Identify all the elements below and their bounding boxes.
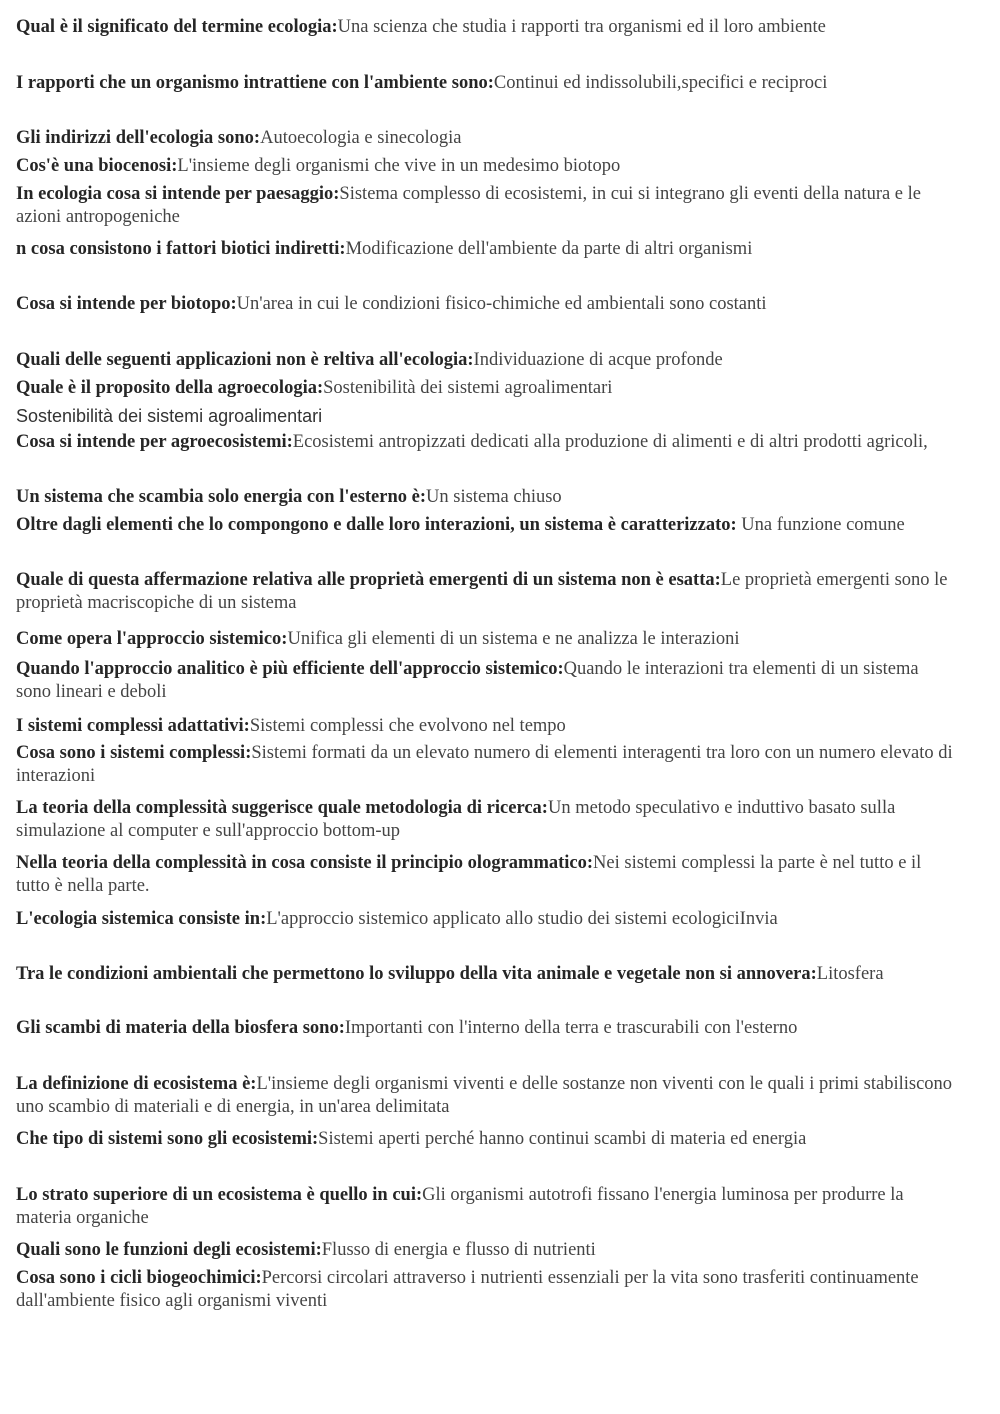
qa-item — [16, 1128, 956, 1151]
question: La definizione di ecosistema è: — [16, 1074, 257, 1094]
qa-item — [16, 293, 956, 316]
qa-item — [16, 16, 956, 39]
qa-item — [16, 349, 956, 372]
question: Che tipo di sistemi sono gli ecosistemi: — [16, 1129, 319, 1149]
answer: Le proprietà emergenti sono le proprietà macriscopiche di un sistema — [16, 570, 948, 613]
qa-item — [16, 628, 956, 651]
qa-item — [16, 1267, 956, 1312]
answer: Gli organismi autotrofi fissano l'energia luminosa per produrre la materia organiche — [16, 1185, 904, 1228]
answer: Importanti con l'interno della terra e trascurabili con l'esterno — [344, 1018, 798, 1038]
stray-line: Sostenibilità dei sistemi agroalimentari — [16, 406, 323, 426]
qa-item — [16, 431, 956, 454]
question: Oltre dagli elementi che lo compongono e dalle loro interazioni, un sistema è caratterizzato: — [16, 515, 742, 535]
answer: Un metodo speculativo e induttivo basato sulla simulazione al computer e sull'approccio bottom-up — [16, 798, 896, 841]
qa-item — [16, 715, 956, 738]
qa-item — [16, 963, 956, 986]
answer: Unifica gli elementi di un sistema e ne analizza le interazioni — [287, 629, 740, 649]
answer: Sistemi formati da un elevato numero di elementi interagenti tra loro con un numero elevato di interazioni — [16, 743, 953, 786]
question: In ecologia cosa si intende per paesaggio: — [16, 184, 340, 204]
qa-item — [16, 797, 956, 842]
answer: Sistema complesso di ecosistemi, in cui si integrano gli eventi della natura e le azioni antropogeniche — [16, 184, 921, 227]
answer: Sistemi complessi che evolvono nel tempo — [249, 716, 566, 736]
qa-item — [16, 742, 956, 787]
question: Come opera l'approccio sistemico: — [16, 629, 288, 649]
answer: Litosfera — [816, 964, 884, 984]
question: Qual è il significato del termine ecologia: — [16, 17, 338, 37]
qa-item — [16, 1073, 956, 1118]
answer: Sistemi aperti perché hanno continui scambi di materia ed energia — [318, 1129, 807, 1149]
qa-item — [16, 514, 956, 537]
question: Cosa sono i sistemi complessi: — [16, 743, 252, 763]
answer: L'insieme degli organismi che vive in un medesimo biotopo — [177, 156, 621, 176]
qa-item — [16, 1017, 956, 1040]
answer: Un'area in cui le condizioni fisico-chimiche ed ambientali sono costanti — [236, 294, 767, 314]
answer: Un sistema chiuso — [426, 487, 562, 507]
answer: L'insieme degli organismi viventi e delle sostanze non viventi con le quali i primi stabiliscono uno scambio di materiali e di energia, in un'area delimitata — [16, 1074, 953, 1117]
qa-item — [16, 183, 956, 228]
question: Gli scambi di materia della biosfera sono: — [16, 1018, 345, 1038]
answer: Autoecologia e sinecologia — [260, 128, 462, 148]
question: Cosa sono i cicli biogeochimici: — [16, 1268, 262, 1288]
qa-item — [16, 852, 956, 897]
question: I rapporti che un organismo intrattiene con l'ambiente sono: — [16, 73, 494, 93]
question: Quale di questa affermazione relativa alle proprietà emergenti di un sistema non è esatta: — [16, 570, 721, 590]
answer: Ecosistemi antropizzati dedicati alla produzione di alimenti e di altri prodotti agricoli, — [292, 432, 928, 452]
question: La teoria della complessità suggerisce quale metodologia di ricerca: — [16, 798, 548, 818]
question: Un sistema che scambia solo energia con l'esterno è: — [16, 487, 427, 507]
question: n cosa consistono i fattori biotici indiretti: — [16, 239, 346, 259]
question: Nella teoria della complessità in cosa consiste il principio ologrammatico: — [16, 853, 594, 873]
qa-item — [16, 377, 956, 400]
qa-item — [16, 908, 956, 931]
qa-item — [16, 238, 956, 261]
answer: Una scienza che studia i rapporti tra organismi ed il loro ambiente — [337, 17, 826, 37]
qa-item — [16, 155, 956, 178]
qa-item — [16, 127, 956, 150]
question: Gli indirizzi dell'ecologia sono: — [16, 128, 261, 148]
question: Quali sono le funzioni degli ecosistemi: — [16, 1240, 322, 1260]
answer: Una funzione comune — [741, 515, 905, 535]
answer: Individuazione di acque profonde — [473, 350, 723, 370]
question: Cos'è una biocenosi: — [16, 156, 178, 176]
question: Tra le condizioni ambientali che permettono lo sviluppo della vita animale e vegetale non si annovera: — [16, 964, 817, 984]
question: Quali delle seguenti applicazioni non è reltiva all'ecologia: — [16, 350, 474, 370]
answer: L'approccio sistemico applicato allo studio dei sistemi ecologiciInvia — [266, 909, 778, 929]
question: Cosa si intende per biotopo: — [16, 294, 237, 314]
answer: Flusso di energia e flusso di nutrienti — [321, 1240, 596, 1260]
qa-item — [16, 1239, 956, 1262]
answer: Percorsi circolari attraverso i nutrienti essenziali per la vita sono trasferiti continuamente dall'ambiente fisico agli organismi viventi — [16, 1268, 919, 1311]
question: Lo strato superiore di un ecosistema è quello in cui: — [16, 1185, 423, 1205]
answer: Nei sistemi complessi la parte è nel tutto e il tutto è nella parte. — [16, 853, 922, 896]
qa-item — [16, 72, 956, 95]
answer: Quando le interazioni tra elementi di un sistema sono lineari e deboli — [16, 659, 919, 702]
question: Quale è il proposito della agroecologia: — [16, 378, 324, 398]
answer: Sostenibilità dei sistemi agroalimentari — [323, 378, 613, 398]
qa-item — [16, 486, 956, 509]
question: Cosa si intende per agroecosistemi: — [16, 432, 293, 452]
qa-item — [16, 1184, 956, 1229]
question: L'ecologia sistemica consiste in: — [16, 909, 267, 929]
qa-item — [16, 569, 956, 614]
question: I sistemi complessi adattativi: — [16, 716, 250, 736]
qa-item — [16, 658, 956, 703]
answer: Continui ed indissolubili,specifici e reciproci — [493, 73, 828, 93]
answer: Modificazione dell'ambiente da parte di altri organismi — [345, 239, 753, 259]
question: Quando l'approccio analitico è più efficiente dell'approccio sistemico: — [16, 659, 564, 679]
